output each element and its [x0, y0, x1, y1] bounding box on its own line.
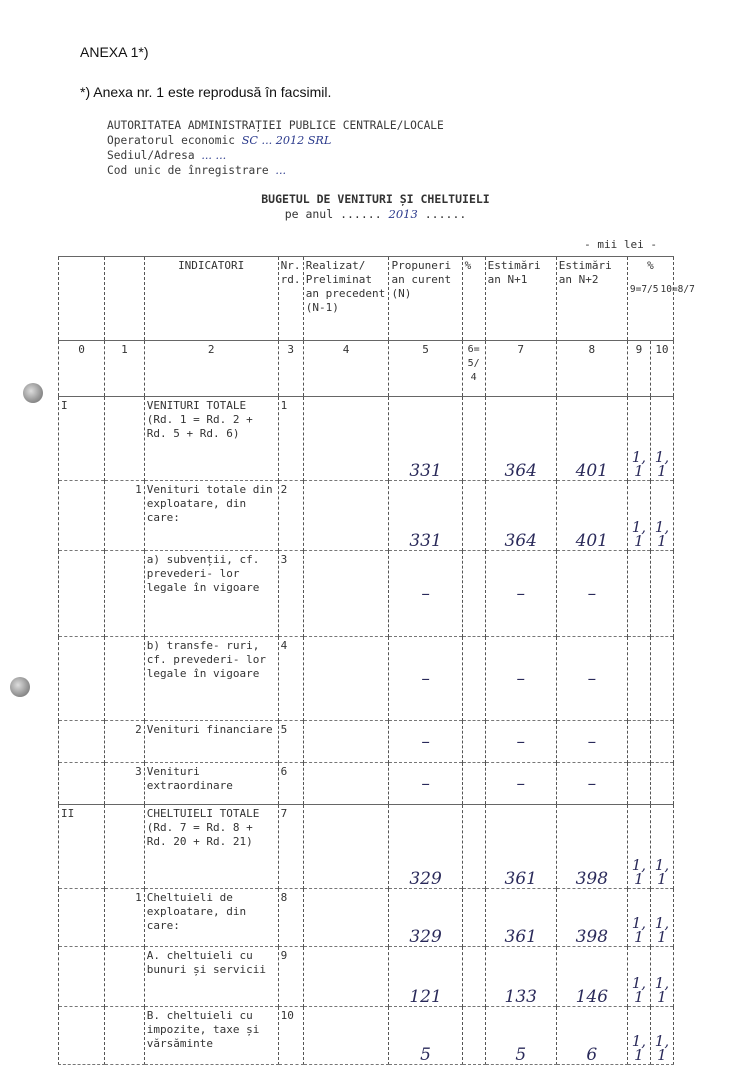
- seat-label: Sediul/Adresa: [107, 149, 195, 162]
- cui-label: Cod unic de înregistrare: [107, 164, 269, 177]
- budget-table: [58, 256, 695, 1065]
- row-propuneri: 5: [389, 1007, 462, 1065]
- column-number-row: [59, 341, 674, 397]
- row-estimari-n1: 361: [485, 805, 556, 889]
- row-nr: 2: [278, 481, 303, 551]
- row-estimari-n2: –: [556, 763, 627, 805]
- col-head-pct-6: %: [462, 257, 485, 341]
- row-pct-6: [462, 1007, 485, 1065]
- col-head-estimari-n1: Estimări an N+1: [485, 257, 556, 341]
- row-sub: [105, 637, 145, 721]
- row-pct-10: 1,1: [650, 805, 673, 889]
- row-section: [59, 721, 105, 763]
- row-section: [59, 551, 105, 637]
- annex-note: *) Anexa nr. 1 este reprodusă în facsimil.: [80, 84, 332, 100]
- operator-label: Operatorul economic: [107, 134, 235, 147]
- row-indicator: VENITURI TOTALE (Rd. 1 = Rd. 2 + Rd. 5 + Rd. 6): [144, 397, 278, 481]
- row-pct-10: [650, 551, 673, 637]
- table-row: [59, 637, 674, 721]
- row-indicator: Venituri financiare: [144, 721, 278, 763]
- row-pct-9: 1,1: [627, 397, 650, 481]
- annex-title: ANEXA 1*): [80, 44, 149, 60]
- row-section: [59, 1007, 105, 1065]
- punch-hole-lower: [10, 677, 30, 697]
- row-realizat: [303, 481, 389, 551]
- budget-year: pe anul ...... 2013 ......: [284, 207, 467, 221]
- unit-label: - mii lei -: [584, 238, 657, 251]
- row-indicator: CHELTUIELI TOTALE (Rd. 7 = Rd. 8 + Rd. 20 + Rd. 21): [144, 805, 278, 889]
- row-pct-10: [650, 763, 673, 805]
- table-row: [59, 721, 674, 763]
- row-estimari-n1: –: [485, 637, 556, 721]
- row-indicator: b) transfe- ruri, cf. prevederi- lor legale în vigoare: [144, 637, 278, 721]
- row-indicator: Venituri extraordinare: [144, 763, 278, 805]
- row-nr: 5: [278, 721, 303, 763]
- row-nr: 6: [278, 763, 303, 805]
- year-prefix: pe anul: [284, 207, 334, 221]
- row-sub: 3: [105, 763, 145, 805]
- row-nr: 1: [278, 397, 303, 481]
- table-row: [59, 889, 674, 947]
- row-pct-10: [650, 637, 673, 721]
- row-propuneri: 329: [389, 889, 462, 947]
- row-indicator: B. cheltuieli cu impozite, taxe și vărsăminte: [144, 1007, 278, 1065]
- row-section: [59, 637, 105, 721]
- row-pct-6: [462, 481, 485, 551]
- row-estimari-n2: 398: [556, 889, 627, 947]
- row-sub: 2: [105, 721, 145, 763]
- row-estimari-n2: 401: [556, 397, 627, 481]
- table-row: [59, 947, 674, 1007]
- row-sub: [105, 397, 145, 481]
- col-head-0: [59, 257, 105, 341]
- row-realizat: [303, 637, 389, 721]
- colnum-2: 2: [144, 341, 278, 397]
- row-realizat: [303, 947, 389, 1007]
- row-pct-9: 1,1: [627, 889, 650, 947]
- row-estimari-n2: 401: [556, 481, 627, 551]
- row-pct-6: [462, 805, 485, 889]
- table-row: [59, 1007, 674, 1065]
- colnum-6: 6=5/4: [462, 341, 485, 397]
- row-estimari-n1: –: [485, 763, 556, 805]
- seat-value: ... ...: [201, 149, 227, 162]
- row-nr: 3: [278, 551, 303, 637]
- row-estimari-n1: 5: [485, 1007, 556, 1065]
- col-head-nr-rd: Nr. rd.: [278, 257, 303, 341]
- budget-title: BUGETUL DE VENITURI ȘI CHELTUIELI: [261, 192, 490, 206]
- pct-sub-10: 10=8/7: [660, 284, 695, 295]
- row-sub: [105, 1007, 145, 1065]
- row-sub: [105, 551, 145, 637]
- row-pct-6: [462, 721, 485, 763]
- row-pct-9: [627, 721, 650, 763]
- row-pct-6: [462, 763, 485, 805]
- colnum-3: 3: [278, 341, 303, 397]
- row-propuneri: –: [389, 763, 462, 805]
- row-pct-9: [627, 637, 650, 721]
- row-pct-9: 1,1: [627, 481, 650, 551]
- row-realizat: [303, 805, 389, 889]
- row-pct-10: 1,1: [650, 397, 673, 481]
- row-estimari-n2: –: [556, 721, 627, 763]
- operator-value: SC ... 2012 SRL: [241, 134, 332, 147]
- row-pct-6: [462, 889, 485, 947]
- colnum-1: 1: [105, 341, 145, 397]
- row-pct-6: [462, 947, 485, 1007]
- row-realizat: [303, 721, 389, 763]
- colnum-4: 4: [303, 341, 389, 397]
- row-section: I: [59, 397, 105, 481]
- col-head-propuneri: Propuneri an curent (N): [389, 257, 462, 341]
- col-head-1: [105, 257, 145, 341]
- col-head-estimari-n2: Estimări an N+2: [556, 257, 627, 341]
- row-propuneri: –: [389, 551, 462, 637]
- row-pct-9: [627, 551, 650, 637]
- row-sub: [105, 947, 145, 1007]
- authority-name: AUTORITATEA ADMINISTRAȚIEI PUBLICE CENTRALE/LOCALE: [107, 119, 444, 132]
- colnum-7: 7: [485, 341, 556, 397]
- table-row: [59, 481, 674, 551]
- header-row: [59, 257, 674, 341]
- row-estimari-n1: 364: [485, 481, 556, 551]
- row-realizat: [303, 397, 389, 481]
- row-pct-6: [462, 551, 485, 637]
- row-nr: 7: [278, 805, 303, 889]
- row-realizat: [303, 551, 389, 637]
- cui-value: ...: [275, 164, 287, 177]
- row-nr: 8: [278, 889, 303, 947]
- row-estimari-n2: 146: [556, 947, 627, 1007]
- row-section: [59, 481, 105, 551]
- row-estimari-n2: 6: [556, 1007, 627, 1065]
- row-sub: [105, 805, 145, 889]
- table-row: [59, 397, 674, 481]
- table-row: [59, 763, 674, 805]
- row-estimari-n1: 364: [485, 397, 556, 481]
- colnum-10: 10: [650, 341, 673, 397]
- row-propuneri: 331: [389, 397, 462, 481]
- row-pct-10: [650, 721, 673, 763]
- row-pct-9: 1,1: [627, 805, 650, 889]
- row-pct-9: [627, 763, 650, 805]
- header-block: [107, 118, 444, 178]
- row-propuneri: –: [389, 721, 462, 763]
- row-indicator: Venituri totale din exploatare, din care:: [144, 481, 278, 551]
- row-estimari-n1: 361: [485, 889, 556, 947]
- colnum-5: 5: [389, 341, 462, 397]
- row-nr: 10: [278, 1007, 303, 1065]
- row-section: II: [59, 805, 105, 889]
- row-propuneri: 331: [389, 481, 462, 551]
- row-section: [59, 947, 105, 1007]
- colnum-8: 8: [556, 341, 627, 397]
- row-indicator: Cheltuieli de exploatare, din care:: [144, 889, 278, 947]
- row-realizat: [303, 763, 389, 805]
- table-row: [59, 551, 674, 637]
- punch-hole-upper: [23, 383, 43, 403]
- row-estimari-n2: –: [556, 637, 627, 721]
- pct-head-label: %: [647, 259, 654, 272]
- row-section: [59, 763, 105, 805]
- row-realizat: [303, 889, 389, 947]
- col-head-indicatori: INDICATORI: [144, 257, 278, 341]
- row-propuneri: –: [389, 637, 462, 721]
- row-indicator: A. cheltuieli cu bunuri și servicii: [144, 947, 278, 1007]
- col-head-pct-9-10: [627, 257, 695, 341]
- colnum-9: 9: [627, 341, 650, 397]
- row-nr: 4: [278, 637, 303, 721]
- row-pct-10: 1,1: [650, 481, 673, 551]
- row-pct-10: 1,1: [650, 1007, 673, 1065]
- row-sub: 1: [105, 481, 145, 551]
- row-sub: 1: [105, 889, 145, 947]
- row-section: [59, 889, 105, 947]
- table-row: [59, 805, 674, 889]
- row-pct-6: [462, 397, 485, 481]
- pct-sub-9: 9=7/5: [629, 284, 659, 295]
- row-estimari-n2: –: [556, 551, 627, 637]
- row-realizat: [303, 1007, 389, 1065]
- row-propuneri: 121: [389, 947, 462, 1007]
- row-estimari-n1: –: [485, 551, 556, 637]
- row-pct-10: 1,1: [650, 889, 673, 947]
- row-propuneri: 329: [389, 805, 462, 889]
- row-nr: 9: [278, 947, 303, 1007]
- year-value: 2013: [388, 207, 418, 221]
- row-estimari-n1: 133: [485, 947, 556, 1007]
- row-indicator: a) subvenții, cf. prevederi- lor legale în vigoare: [144, 551, 278, 637]
- row-estimari-n2: 398: [556, 805, 627, 889]
- colnum-0: 0: [59, 341, 105, 397]
- row-estimari-n1: –: [485, 721, 556, 763]
- row-pct-10: 1,1: [650, 947, 673, 1007]
- row-pct-6: [462, 637, 485, 721]
- col-head-realizat: Realizat/ Preliminat an precedent (N-1): [303, 257, 389, 341]
- row-pct-9: 1,1: [627, 1007, 650, 1065]
- row-pct-9: 1,1: [627, 947, 650, 1007]
